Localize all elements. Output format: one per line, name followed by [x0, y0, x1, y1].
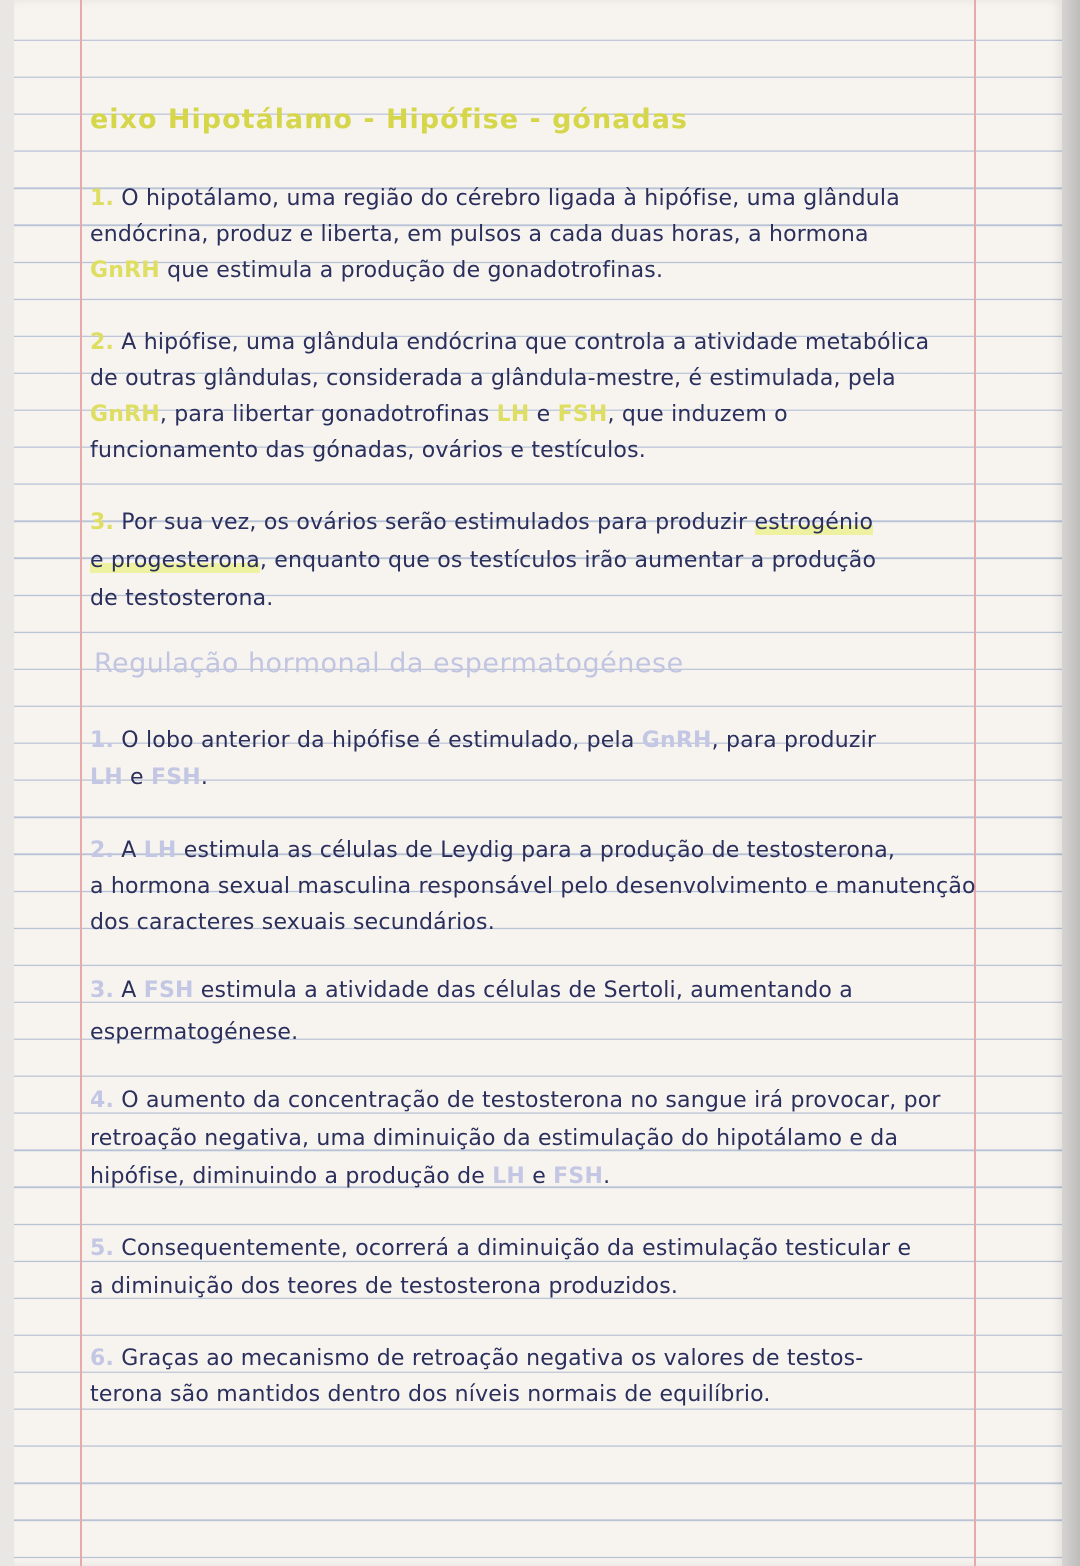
paragraph-1-line — [90, 258, 663, 283]
note-text: O aumento da concentração de testosterona no sangue irá provocar, por — [114, 1088, 941, 1113]
note-text: e — [122, 765, 151, 790]
highlighted-term: e progesterona — [90, 548, 260, 573]
note-text: O lobo anterior da hipófise é estimulado, pela — [114, 728, 642, 753]
paragraph-3-line — [90, 548, 876, 573]
note-text: Consequentemente, ocorrerá a diminuição da estimulação testicular e — [114, 1236, 912, 1261]
note-text: . — [200, 765, 209, 790]
colored-term: LH — [90, 765, 123, 790]
note-text: . — [603, 1164, 611, 1189]
step-5-line — [90, 1274, 678, 1299]
step-3-line — [90, 978, 853, 1003]
step-1-line — [90, 728, 876, 753]
step-2-line — [90, 874, 976, 899]
note-text: hipófise, diminuindo a produção de — [90, 1164, 493, 1189]
note-text: a hormona sexual masculina responsável pelo desenvolvimento e manutenção — [90, 874, 976, 899]
note-text: endócrina, produz e liberta, em pulsos a cada duas horas, a hormona — [90, 222, 869, 247]
colored-term: 1. — [90, 728, 115, 753]
note-text: estimula as células de Leydig para a produção de testosterona, — [176, 838, 896, 863]
colored-term: GnRH — [90, 402, 160, 427]
colored-term: 2. — [90, 838, 115, 863]
colored-term: GnRH — [90, 258, 160, 283]
note-text: , enquanto que os testículos irão aumentar a produção — [259, 548, 877, 573]
colored-term: 3. — [90, 510, 115, 535]
note-text: a diminuição dos teores de testosterona produzidos. — [90, 1274, 679, 1299]
left-margin-line — [80, 0, 82, 1566]
step-4-line — [90, 1126, 898, 1151]
note-text: , para produzir — [711, 728, 877, 753]
colored-term: 6. — [90, 1346, 115, 1371]
colored-term: FSH — [553, 1164, 604, 1189]
colored-term: 3. — [90, 978, 115, 1003]
paragraph-2-line — [90, 438, 646, 463]
note-text: Por sua vez, os ovários serão estimulados para produzir — [114, 510, 755, 535]
step-6-line — [90, 1346, 863, 1371]
note-text: A hipófise, uma glândula endócrina que controla a atividade metabólica — [114, 330, 930, 355]
note-text: e — [525, 1164, 554, 1189]
paragraph-2-line — [90, 402, 788, 427]
step-1-line — [90, 765, 208, 790]
note-text: O hipotálamo, uma região do cérebro ligada à hipófise, uma glândula — [114, 186, 900, 211]
colored-term: 5. — [90, 1236, 115, 1261]
note-text: retroação negativa, uma diminuição da estimulação do hipotálamo e da — [90, 1126, 899, 1151]
note-text: de outras glândulas, considerada a glândula-mestre, é estimulada, pela — [90, 366, 896, 391]
note-text: A — [114, 978, 144, 1003]
step-5-line — [90, 1236, 911, 1261]
page-edge — [1062, 0, 1080, 1566]
paragraph-1-line — [90, 222, 869, 247]
step-2-line — [90, 910, 495, 935]
colored-term: 2. — [90, 330, 115, 355]
colored-term: FSH — [150, 765, 201, 790]
colored-term: LH — [492, 1164, 526, 1189]
colored-term: 4. — [90, 1088, 115, 1113]
paragraph-3-line — [90, 586, 273, 611]
note-text: terona são mantidos dentro dos níveis normais de equilíbrio. — [90, 1382, 771, 1407]
colored-term: 1. — [90, 186, 115, 211]
step-6-line — [90, 1382, 771, 1407]
note-text: estimula a atividade das células de Sertoli, aumentando a — [193, 978, 853, 1003]
note-text: espermatogénese. — [90, 1020, 299, 1045]
paragraph-3-line — [90, 510, 873, 535]
colored-term: LH — [496, 402, 530, 427]
colored-term: LH — [143, 838, 177, 863]
note-text: dos caracteres sexuais secundários. — [90, 910, 495, 935]
step-4-line — [90, 1088, 941, 1113]
colored-term: GnRH — [641, 728, 712, 753]
note-text: de testosterona. — [90, 586, 274, 611]
colored-term: FSH — [557, 402, 608, 427]
step-3-line — [90, 1020, 298, 1045]
step-2-line — [90, 838, 895, 863]
note-text: , que induzem o — [607, 402, 788, 427]
note-text: A — [114, 838, 144, 863]
paragraph-1-line — [90, 186, 900, 211]
note-text: , para libertar gonadotrofinas — [159, 402, 497, 427]
note-text: e — [529, 402, 558, 427]
paragraph-2-line — [90, 330, 929, 355]
step-4-line — [90, 1164, 610, 1189]
colored-term: FSH — [143, 978, 194, 1003]
right-margin-line — [974, 0, 976, 1566]
highlighted-term: estrogénio — [754, 510, 874, 535]
note-text: Graças ao mecanismo de retroação negativa os valores de testos- — [114, 1346, 864, 1371]
note-text: que estimula a produção de gonadotrofinas. — [159, 258, 664, 283]
note-text: funcionamento das gónadas, ovários e testículos. — [90, 438, 646, 463]
section-heading: Regulação hormonal da espermatogénese — [94, 648, 684, 679]
page-title: eixo Hipotálamo - Hipófise - gónadas — [90, 104, 689, 135]
paragraph-2-line — [90, 366, 896, 391]
